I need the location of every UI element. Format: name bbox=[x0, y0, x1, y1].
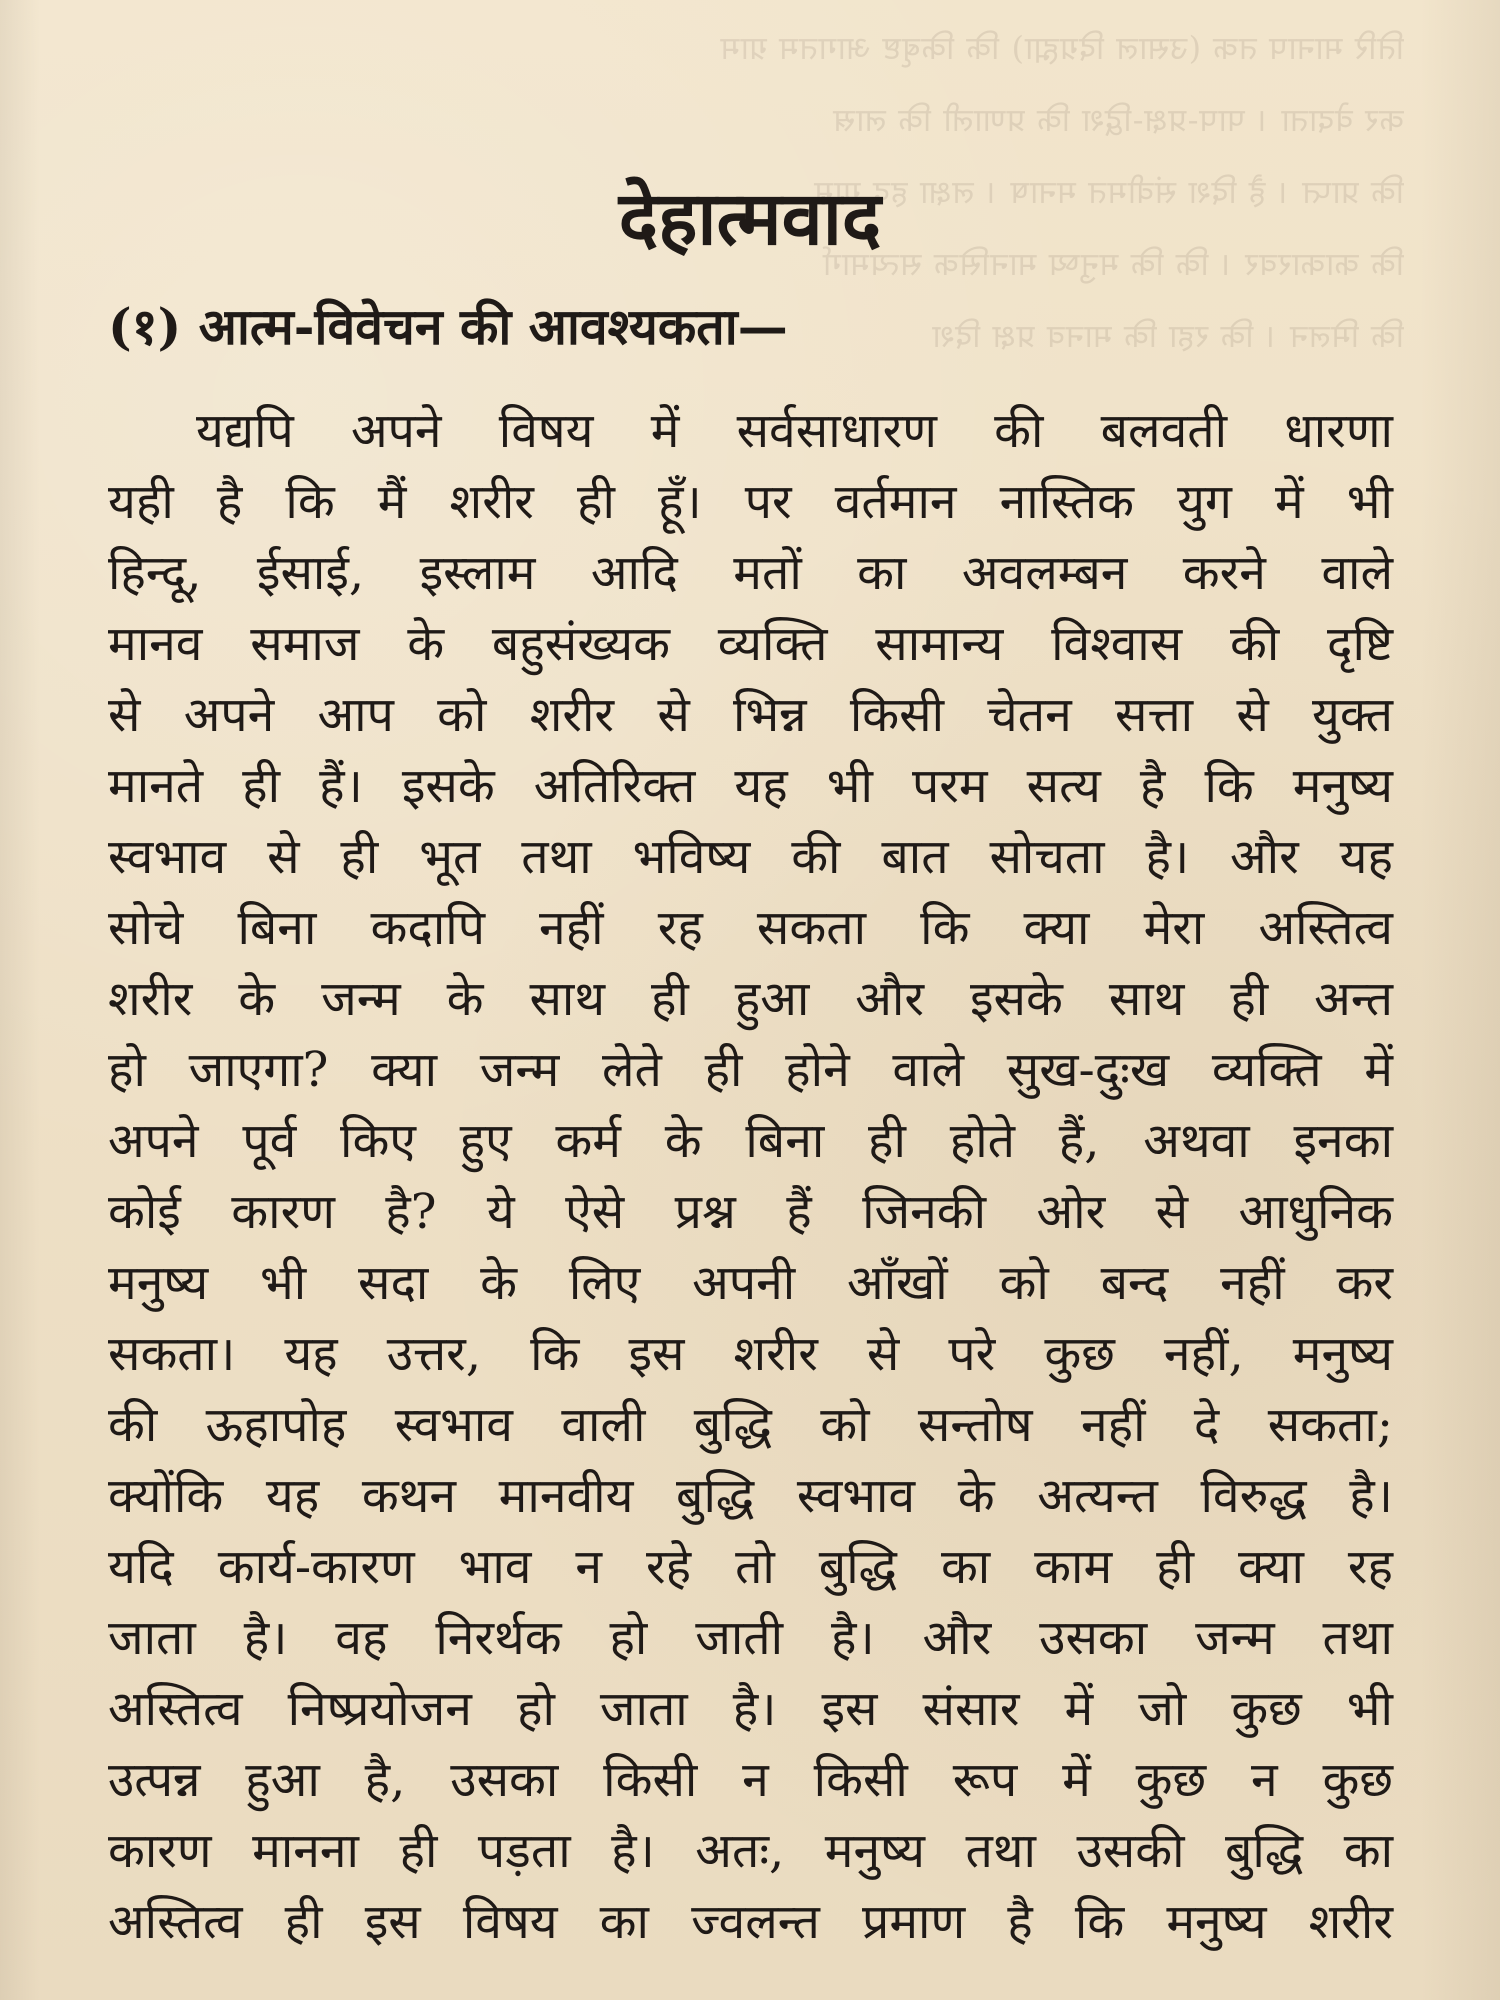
paragraph-line: स्वभाव से ही भूत तथा भविष्य की बात सोचता है। और यह bbox=[108, 829, 1393, 885]
paragraph-line: उत्पन्न हुआ है, उसका किसी न किसी रूप में कुछ न कुछ bbox=[108, 1752, 1393, 1808]
paragraph-line: जाता है। वह निरर्थक हो जाती है। और उसका जन्म तथा bbox=[108, 1610, 1393, 1666]
page-spine-shadow bbox=[0, 0, 40, 2000]
paragraph-line: से अपने आप को शरीर से भिन्न किसी चेतन सत्ता से युक्त bbox=[108, 687, 1393, 743]
paragraph-line: सोचे बिना कदापि नहीं रह सकता कि क्या मेरा अस्तित्व bbox=[108, 900, 1393, 956]
bleed-line: कि मिलन । कि रहा कि मानव प्रक्ष दिश bbox=[931, 317, 1404, 355]
paragraph-line: मनुष्य भी सदा के लिए अपनी आँखों को बन्द नहीं कर bbox=[108, 1255, 1393, 1311]
paragraph-line: यदि कार्य-कारण भाव न रहे तो बुद्धि का काम ही क्या रह bbox=[108, 1539, 1393, 1595]
page-edge-shadow bbox=[1420, 0, 1500, 2000]
bleed-line: कि काकारवर । कि कि मनुष्य मानसिक सत्यमार्ग bbox=[821, 245, 1404, 283]
paragraph-line: मानते ही हैं। इसके अतिरिक्त यह भी परम सत्य है कि मनुष्य bbox=[108, 758, 1393, 814]
paragraph-line: अपने पूर्व किए हुए कर्म के बिना ही होते हैं, अथवा इनका bbox=[108, 1113, 1393, 1169]
paragraph-line: शरीर के जन्म के साथ ही हुआ और इसके साथ ही अन्त bbox=[108, 971, 1393, 1027]
main-paragraph bbox=[108, 396, 1393, 1958]
paragraph-line: यद्यपि अपने विषय में सर्वसाधारण की बलवती धारणा bbox=[196, 403, 1393, 459]
section-heading: (१) आत्म-विवेचन की आवश्यकता— bbox=[108, 297, 788, 356]
page-title: देहात्मवाद bbox=[618, 176, 882, 262]
paragraph-line: अस्तित्व निष्प्रयोजन हो जाता है। इस संसार में जो कुछ भी bbox=[108, 1681, 1393, 1737]
bleed-line: कर वेदाता । पाप-प्रक्ष-द्विश कि प्रणाली कि लास्र bbox=[832, 101, 1404, 139]
paragraph-line: क्योंकि यह कथन मानवीय बुद्धि स्वभाव के अत्यन्त विरुद्ध है। bbox=[108, 1468, 1393, 1524]
paragraph-line: कारण मानना ही पड़ता है। अतः, मनुष्य तथा उसकी बुद्धि का bbox=[108, 1823, 1393, 1879]
paragraph-line: अस्तित्व ही इस विषय का ज्वलन्त प्रमाण है कि मनुष्य शरीर bbox=[108, 1894, 1393, 1950]
paragraph-line: मानव समाज के बहुसंख्यक व्यक्ति सामान्य विश्वास की दृष्टि bbox=[108, 616, 1393, 672]
paragraph-line: हिन्दू, ईसाई, इस्लाम आदि मतों का अवलम्बन करने वाले bbox=[108, 545, 1393, 601]
bleed-line: कि प्राप्त । है दिश संवीमत मनाष । लक्षा हद ग्राम bbox=[813, 173, 1404, 211]
paragraph-line: सकता। यह उत्तर, कि इस शरीर से परे कुछ नहीं, मनुष्य bbox=[108, 1326, 1393, 1382]
paragraph-line: कोई कारण है? ये ऐसे प्रश्न हैं जिनकी ओर से आधुनिक bbox=[108, 1184, 1393, 1240]
paragraph-line: यही है कि मैं शरीर ही हूँ। पर वर्तमान नास्तिक युग में भी bbox=[108, 474, 1393, 530]
paragraph-line: हो जाएगा? क्या जन्म लेते ही होने वाले सुख-दुःख व्यक्ति में bbox=[108, 1042, 1393, 1098]
bleed-line: तिरि मानाप तक (उसाल दिग्रह्मा) कि किबृष्ट आगतम ग्राम bbox=[719, 29, 1404, 67]
paragraph-line: की ऊहापोह स्वभाव वाली बुद्धि को सन्तोष नहीं दे सकता; bbox=[108, 1397, 1393, 1453]
